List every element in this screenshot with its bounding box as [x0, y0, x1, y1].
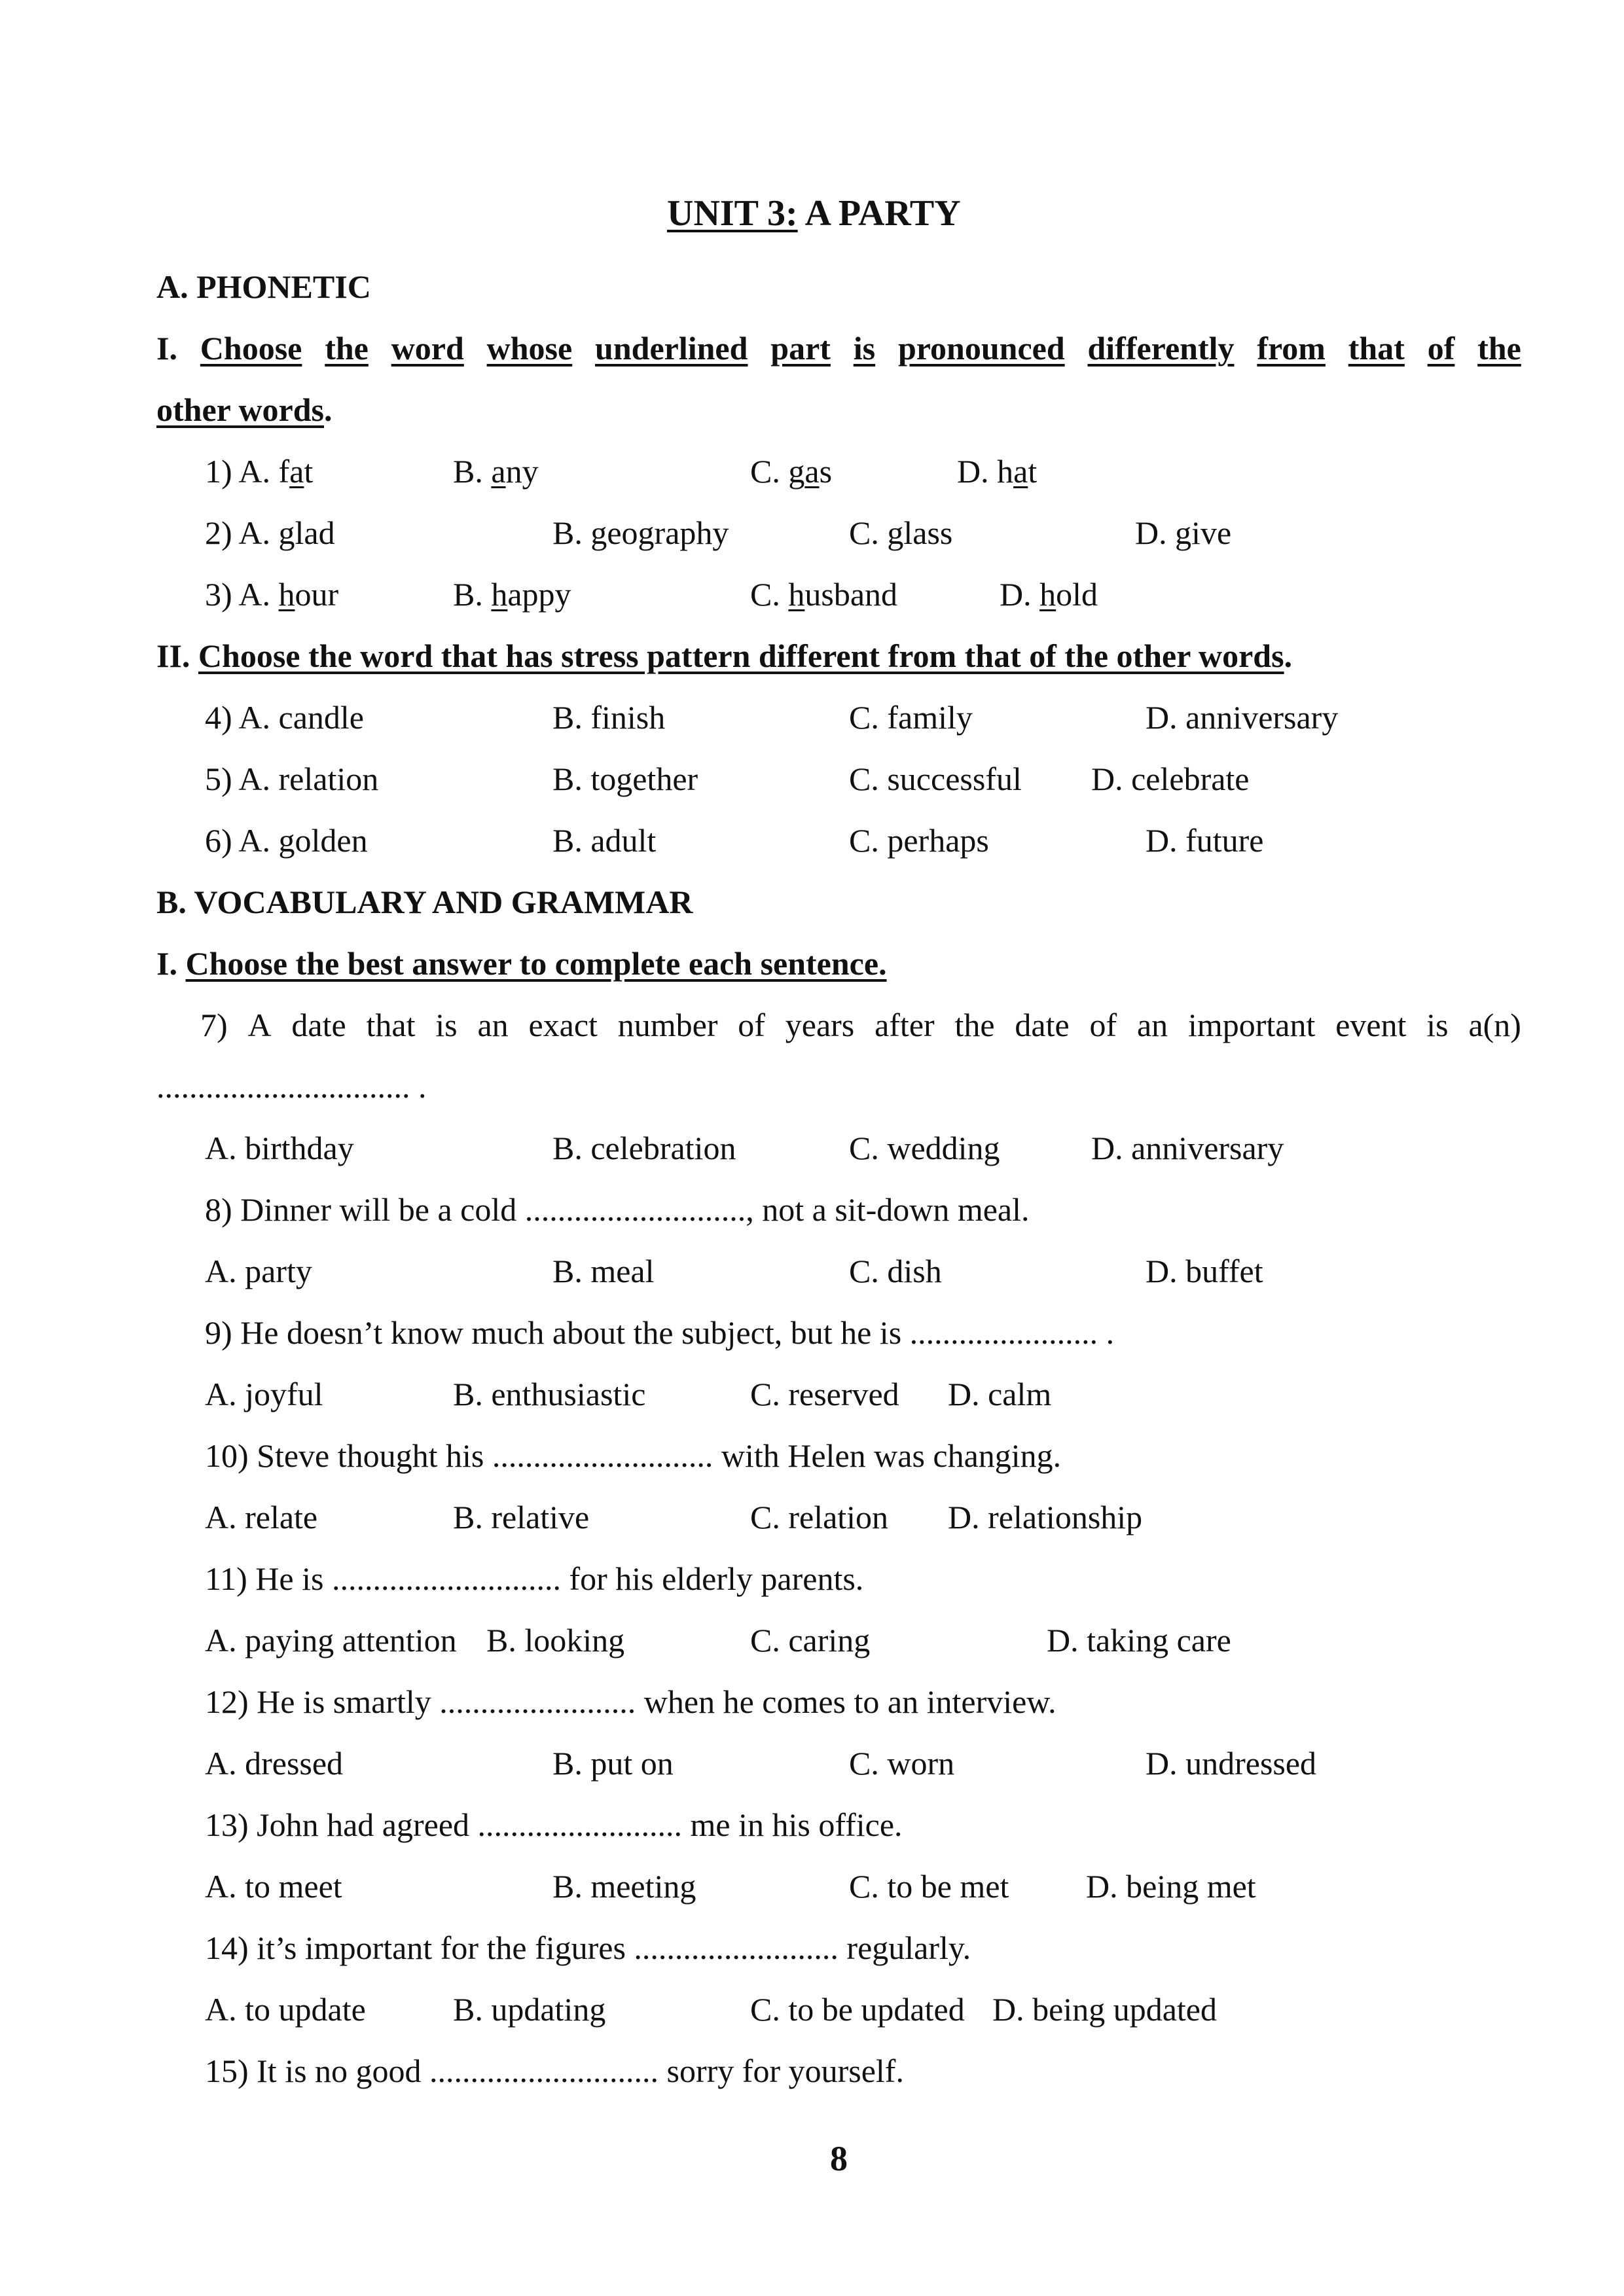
unit-label: UNIT 3: — [667, 193, 798, 234]
option-d[interactable]: D. future — [1146, 822, 1264, 859]
option-d[interactable]: D. being updated — [992, 1991, 1217, 2028]
part-a1-instruction-line2: other words. — [156, 391, 333, 428]
option-c[interactable]: C. to be met — [849, 1868, 1009, 1905]
part-number: II. — [156, 637, 190, 674]
option-c[interactable]: C. worn — [849, 1745, 955, 1782]
option-c[interactable]: C. caring — [750, 1622, 871, 1659]
question-11-stem: 11) He is ............................ for his elderly parents. — [205, 1560, 864, 1597]
question-8-stem: 8) Dinner will be a cold ..........................., not a sit-down meal. — [205, 1191, 1030, 1228]
option-a[interactable]: A. to meet — [205, 1868, 342, 1905]
option-b[interactable]: B. put on — [552, 1745, 674, 1782]
option-c[interactable]: C. dish — [849, 1253, 942, 1289]
part-a2-instruction: II. Choose the word that has stress pattern different from that of the other words. — [156, 637, 1293, 674]
page-title — [667, 194, 961, 233]
option-c[interactable]: C. family — [849, 699, 973, 736]
option-a[interactable]: A. to update — [205, 1991, 366, 2028]
option-b[interactable]: B. any — [453, 453, 539, 490]
option-b[interactable]: B. together — [552, 761, 698, 797]
option-b[interactable]: B. meeting — [552, 1868, 696, 1905]
question-7-blank[interactable]: ............................... . — [156, 1068, 427, 1105]
option-b[interactable]: B. geography — [552, 514, 729, 551]
option-d[interactable]: D. hat — [957, 453, 1038, 490]
question-10-stem: 10) Steve thought his ........................... with Helen was changing. — [205, 1437, 1062, 1474]
option-d[interactable]: D. undressed — [1146, 1745, 1317, 1782]
question-9-stem: 9) He doesn’t know much about the subject, but he is ....................... . — [205, 1314, 1115, 1351]
option-a[interactable]: A. dressed — [205, 1745, 344, 1782]
option-d[interactable]: D. celebrate — [1091, 761, 1250, 797]
option-d[interactable]: D. give — [1135, 514, 1232, 551]
option-b[interactable]: B. looking — [486, 1622, 625, 1659]
option-c[interactable]: C. perhaps — [849, 822, 989, 859]
option-d[interactable]: D. anniversary — [1146, 699, 1339, 736]
question-13-stem: 13) John had agreed ......................... me in his office. — [205, 1806, 903, 1843]
option-d[interactable]: D. buffet — [1146, 1253, 1263, 1289]
page-number: 8 — [830, 2139, 848, 2178]
part-a1-instruction-line1: I. Choose the word whose underlined part is pronounced differently from that of the — [156, 330, 1521, 367]
question-14-stem: 14) it’s important for the figures ......................... regularly. — [205, 1929, 971, 1966]
option-d[interactable]: D. hold — [1000, 576, 1098, 613]
option-b[interactable]: B. updating — [453, 1991, 606, 2028]
option-c[interactable]: C. husband — [750, 576, 898, 613]
option-a[interactable]: A. party — [205, 1253, 312, 1289]
option-c[interactable]: C. reserved — [750, 1376, 899, 1412]
section-a-heading: A. PHONETIC — [156, 268, 371, 305]
option-d[interactable]: D. taking care — [1047, 1622, 1231, 1659]
section-b-heading: B. VOCABULARY AND GRAMMAR — [156, 884, 693, 920]
unit-name: A PARTY — [797, 193, 961, 234]
option-b[interactable]: B. enthusiastic — [453, 1376, 646, 1412]
option-d[interactable]: D. being met — [1086, 1868, 1256, 1905]
option-a[interactable]: 4) A. candle — [205, 699, 364, 736]
option-d[interactable]: D. relationship — [948, 1499, 1143, 1535]
option-b[interactable]: B. happy — [453, 576, 571, 613]
option-b[interactable]: B. adult — [552, 822, 657, 859]
question-12-stem: 12) He is smartly ........................ when he comes to an interview. — [205, 1683, 1056, 1720]
option-d[interactable]: D. calm — [948, 1376, 1052, 1412]
option-a[interactable]: 3) A. hour — [205, 576, 339, 613]
option-d[interactable]: D. anniversary — [1091, 1130, 1284, 1166]
part-b1-instruction: I. Choose the best answer to complete each sentence. — [156, 945, 887, 982]
option-b[interactable]: B. relative — [453, 1499, 590, 1535]
option-a[interactable]: A. paying attention — [205, 1622, 457, 1659]
option-a[interactable]: A. joyful — [205, 1376, 323, 1412]
option-b[interactable]: B. meal — [552, 1253, 655, 1289]
option-a[interactable]: 6) A. golden — [205, 822, 368, 859]
option-c[interactable]: C. glass — [849, 514, 953, 551]
option-c[interactable]: C. relation — [750, 1499, 889, 1535]
option-c[interactable]: C. successful — [849, 761, 1022, 797]
option-a[interactable]: A. relate — [205, 1499, 318, 1535]
option-a[interactable]: 2) A. glad — [205, 514, 335, 551]
option-c[interactable]: C. wedding — [849, 1130, 1000, 1166]
option-b[interactable]: B. celebration — [552, 1130, 736, 1166]
option-a[interactable]: 1) A. fat — [205, 453, 314, 490]
question-7-stem: 7) A date that is an exact number of years after the date of an important event is a(n) — [200, 1007, 1521, 1043]
option-a[interactable]: 5) A. relation — [205, 761, 379, 797]
part-number: I. — [156, 945, 177, 982]
part-number: I. — [156, 330, 177, 367]
option-a[interactable]: A. birthday — [205, 1130, 354, 1166]
option-b[interactable]: B. finish — [552, 699, 666, 736]
option-c[interactable]: C. to be updated — [750, 1991, 965, 2028]
question-15-stem: 15) It is no good ............................ sorry for yourself. — [205, 2053, 904, 2089]
option-c[interactable]: C. gas — [750, 453, 833, 490]
